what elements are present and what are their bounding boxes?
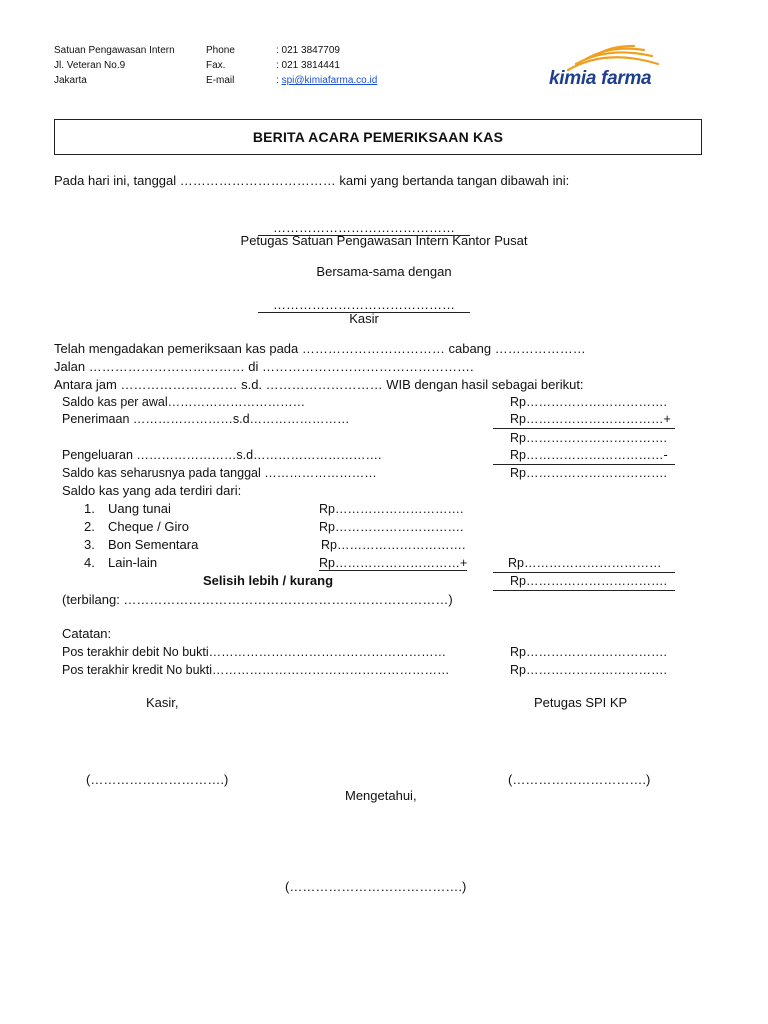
item-number: 3.	[84, 537, 95, 552]
street-line: Jalan ……………………………… di ………………………………………….	[54, 359, 474, 374]
officer-name-blank: ……………………………………	[258, 220, 470, 236]
notes-debit-amount: Rp…………………………….	[510, 645, 667, 659]
notes-heading: Catatan:	[62, 626, 112, 641]
item-label-other: Lain-lain	[108, 555, 158, 570]
officer-title: Petugas Satuan Pengawasan Intern Kantor Pusat	[240, 233, 528, 248]
item-amount-temp-receipt: Rp………………………….	[321, 538, 466, 552]
ledger-receipts-amount: Rp……………………………+	[510, 412, 671, 426]
item-amount-cheque: Rp………………………….	[319, 520, 464, 534]
document-title: BERITA ACARA PEMERIKSAAN KAS	[252, 129, 504, 145]
item-number: 4.	[84, 555, 95, 570]
ledger-expenses-label: Pengeluaran ……………………s.d………………………….	[62, 448, 382, 462]
composition-sum-line	[493, 572, 675, 573]
item-number: 1.	[84, 501, 95, 516]
ledger-opening-label: Saldo kas per awal……………………………	[62, 395, 306, 409]
hours-line: Antara jam ……………………… s.d. ……………………… WIB dengan hasil sebagai berikut:	[54, 377, 584, 392]
acknowledged-label: Mengetahui,	[345, 788, 417, 803]
signature-cashier-blank: (………………………….)	[86, 772, 229, 787]
difference-label: Selisih lebih / kurang	[203, 573, 334, 588]
kimia-farma-logo	[546, 40, 676, 92]
together-with: Bersama-sama dengan	[316, 264, 452, 279]
ledger-receipts-label: Penerimaan ……………………s.d……………………	[62, 412, 350, 426]
fax-value: : 021 3814441	[276, 60, 340, 71]
fax-label: Fax.	[206, 60, 226, 71]
signature-acknowledger-blank: (………………………………….)	[285, 879, 467, 894]
signature-officer-title: Petugas SPI KP	[534, 695, 628, 710]
difference-amount: Rp…………………………….	[510, 574, 667, 588]
item-amount-other: Rp…………………………+	[319, 556, 468, 570]
notes-debit-line: Pos terakhir debit No bukti…………………………………………………	[62, 645, 447, 659]
composition-total-amount: Rp……………………………	[508, 556, 662, 570]
notes-credit-line: Pos terakhir kredit No bukti…………………………………………………	[62, 663, 450, 677]
ledger-sum-line-2	[493, 464, 675, 465]
signature-cashier-title: Kasir,	[146, 695, 179, 710]
cashier-name-blank: ……………………………………	[258, 297, 470, 313]
email-link[interactable]: spi@kimiafarma.co.id	[281, 75, 378, 86]
item-number: 2.	[84, 519, 95, 534]
ledger-expected-amount: Rp…………………………….	[510, 466, 667, 480]
item-label-temp-receipt: Bon Sementara	[108, 537, 199, 552]
item-label-cheque: Cheque / Giro	[108, 519, 189, 534]
phone-value: : 021 3847709	[276, 45, 340, 56]
signature-officer-blank: (………………………….)	[508, 772, 651, 787]
org-address: Jl. Veteran No.9	[54, 60, 126, 71]
logo-wordmark: kimia farma	[549, 68, 652, 89]
composition-heading: Saldo kas yang ada terdiri dari:	[62, 483, 242, 498]
ledger-expected-label: Saldo kas seharusnya pada tanggal ………………………	[62, 466, 377, 480]
ledger-opening-amount: Rp…………………………….	[510, 395, 667, 409]
ledger-sum-line-1	[493, 428, 675, 429]
examine-line: Telah mengadakan pemeriksaan kas pada …………………………… cabang …………………	[54, 341, 586, 356]
item-amount-cash: Rp………………………….	[319, 502, 464, 516]
ledger-subtotal-amount: Rp…………………………….	[510, 431, 667, 445]
intro-line: Pada hari ini, tanggal ……………………………… kami yang bertanda tangan dibawah ini:	[54, 173, 570, 188]
email-row	[276, 73, 377, 88]
document-title-box	[54, 119, 702, 155]
spelled-amount-line: (terbilang: …………………………………………………………………)	[62, 592, 453, 607]
difference-sum-line	[493, 590, 675, 591]
email-prefix: :	[276, 75, 282, 86]
org-name: Satuan Pengawasan Intern	[54, 45, 175, 56]
cashier-label: Kasir	[349, 311, 379, 326]
item-label-cash: Uang tunai	[108, 501, 171, 516]
phone-label: Phone	[206, 45, 235, 56]
ledger-expenses-amount: Rp……………………………-	[510, 448, 668, 462]
notes-credit-amount: Rp…………………………….	[510, 663, 667, 677]
email-label: E-mail	[206, 75, 235, 86]
org-city: Jakarta	[54, 75, 87, 86]
